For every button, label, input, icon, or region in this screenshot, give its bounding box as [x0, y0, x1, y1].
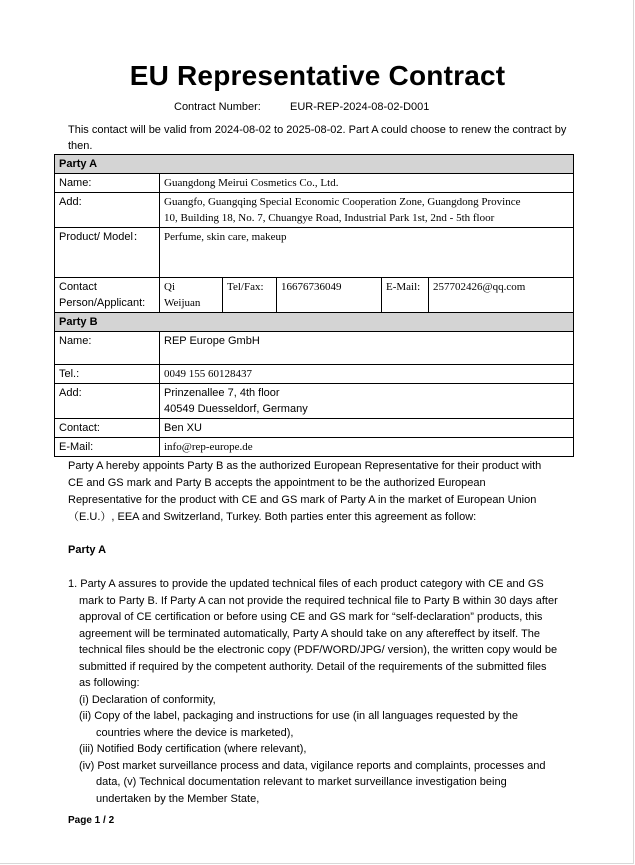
paragraph-line: CE and GS mark and Party B accepts the appointment to be the authorized European	[68, 477, 486, 489]
tel-fax-value: 16676736049	[277, 278, 382, 313]
paragraph-line: Representative for the product with CE and GS mark of Party A in the market of European Union	[68, 494, 537, 506]
clause-line: submitted if required by the competent authority. Detail of the requirements of the submitted files	[79, 660, 547, 673]
clause-line: 1. Party A assures to provide the updated technical files of each product category with CE and GS	[68, 578, 544, 590]
parties-table	[54, 154, 574, 457]
paragraph-line: Party A hereby appoints Party B as the authorized European Representative for their product with	[68, 460, 542, 472]
party-b-address-line: 40549 Duesseldorf, Germany	[164, 403, 308, 415]
contact-name-line: Qi	[164, 281, 175, 293]
party-a-email-label: E-Mail:	[382, 278, 429, 313]
party-b-header: Party B	[55, 313, 574, 332]
party-a-header: Party A	[55, 155, 574, 174]
clause-line: as following:	[79, 677, 140, 689]
party-b-contact: Ben XU	[160, 419, 574, 438]
clause-line: (iv) Post market surveillance process and data, vigilance reports and complaints, processes and	[79, 759, 546, 772]
contact-label-line: Contact	[59, 281, 97, 293]
product-model: Perfume, skin care, makeup	[160, 228, 574, 278]
clause-list	[68, 576, 568, 807]
party-b-email: info@rep-europe.de	[160, 438, 574, 457]
clause-line: technical files should be the electronic copy (PDF/WORD/JPG/ version), the written copy would be	[79, 644, 558, 656]
party-b-contact-label: Contact:	[55, 419, 160, 438]
party-a-address	[160, 193, 574, 228]
party-b-tel: 0049 155 60128437	[160, 365, 574, 384]
party-b-name-label: Name:	[55, 332, 160, 365]
section-heading: Party A	[68, 544, 107, 556]
party-a-email: 257702426@qq.com	[429, 278, 574, 313]
appointment-paragraph	[68, 458, 566, 526]
clause-line: countries where the device is marketed),	[96, 726, 294, 739]
party-b-address-label: Add:	[55, 384, 160, 419]
party-a-address-label: Add:	[55, 193, 160, 228]
party-b-email-label: E-Mail:	[55, 438, 160, 457]
clause-line: data, (v) Technical documentation relevant to market surveillance investigation being	[96, 776, 507, 788]
party-a-address-line: Guangfo, Guangqing Special Economic Cooperation Zone, Guangdong Province	[164, 196, 521, 208]
clause-line: (ii) Copy of the label, packaging and instructions for use (in all languages requested by the	[79, 710, 519, 722]
party-a-address-line: 10, Building 18, No. 7, Chuangye Road, Industrial Park 1st, 2nd - 5th floor	[164, 212, 495, 224]
party-b-address-line: Prinzenallee 7, 4th floor	[164, 387, 280, 399]
clause-line: (iii) Notified Body certification (where relevant),	[79, 743, 307, 755]
validity-statement: This contact will be valid from 2024-08-02 to 2025-08-02. Part A could choose to renew the contract by then.	[68, 124, 567, 152]
party-b-tel-label: Tel.:	[55, 365, 160, 384]
clause-line: mark to Party B. If Party A can not provide the required technical file to Party B within 30 days after	[79, 594, 558, 607]
paragraph-line: （E.U.）, EEA and Switzerland, Turkey. Both parties enter this agreement as follow:	[68, 511, 477, 523]
party-b-address	[160, 384, 574, 419]
tel-fax-label: Tel/Fax:	[223, 278, 277, 313]
party-a-name: Guangdong Meirui Cosmetics Co., Ltd.	[160, 174, 574, 193]
clause-line: agreement will be terminated automatically, Party A should take on any aftereffect by itself. The	[79, 627, 541, 640]
contact-name-line: Weijuan	[164, 297, 201, 309]
contract-number-value: EUR-REP-2024-08-02-D001	[290, 101, 430, 113]
party-b-name: REP Europe GmbH	[160, 332, 574, 365]
contact-label-line: Person/Applicant:	[59, 297, 146, 309]
product-model-label: Product/ Model：	[55, 228, 160, 278]
contact-person-label	[55, 278, 160, 313]
clause-line: approval of CE certification or before using CE and GS mark for “self-declaration” products, this	[79, 611, 543, 623]
page-number: Page 1 / 2	[68, 815, 115, 826]
clause-line: undertaken by the Member State,	[96, 792, 260, 805]
clause-line: (i) Declaration of conformity,	[79, 693, 216, 706]
party-a-name-label: Name:	[55, 174, 160, 193]
contact-person	[160, 278, 223, 313]
document-title: EU Representative Contract	[129, 60, 506, 91]
contract-number-label: Contract Number:	[174, 101, 261, 113]
